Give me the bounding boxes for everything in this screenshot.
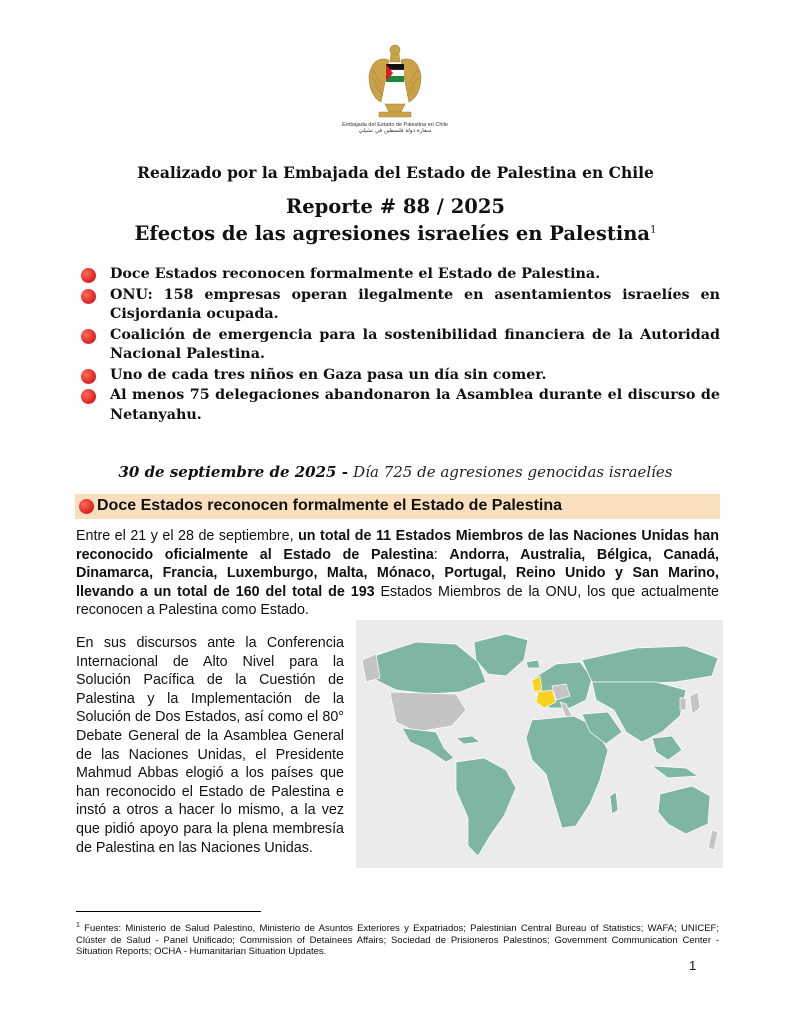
- map-mexico: [402, 728, 454, 762]
- footnote: [76, 920, 719, 958]
- section-heading: Doce Estados reconocen formalmente el Estado de Palestina: [97, 497, 563, 514]
- para-bold-text: un total de 11 Estados Miembros de las Naciones Unidas han reconocido oficialmente al Estado de Palestina: [76, 528, 719, 563]
- red-circle-icon: [81, 369, 96, 384]
- highlight-item: [80, 366, 720, 386]
- date-separator: -: [336, 463, 354, 481]
- abbas-paragraph: En sus discursos ante la Conferencia Internacional de Alto Nivel para la Solución Pacífica de la Cuestión de Palestina y la Implementación de la Solución de Dos Estados, así como el 80° Debate General de la Asamblea General de las Naciones Unidas, el Presidente Mahmud Abbas elogió a los países que han reconocido el Estado de Palestina e instó a otros a hacer lo mismo, a la vez que pidió apoyo para la plena membresía de Palestina en las Naciones Unidas.: [76, 635, 344, 856]
- map-caribbean: [456, 736, 480, 744]
- red-circle-icon: [79, 499, 94, 514]
- map-southeast-asia: [652, 736, 682, 760]
- date-text: 30 de septiembre de 2025: [118, 463, 337, 481]
- highlight-item: [80, 286, 720, 325]
- section-heading-bar: [75, 494, 720, 519]
- footnote-marker: 1: [76, 922, 80, 929]
- logo-caption-arabic: سفارة دولة فلسطين في تشيلي: [358, 128, 432, 134]
- footnote-text: Fuentes: Ministerio de Salud Palestino, Ministerio de Asuntos Exteriores y Expatriados; Palestinian Central Bureau of Statistics; WAFA; UNICEF; Clúster de Salud - Panel Unificado; Commission of Detainees Affairs; Sociedad de Prisioneros Palestinos; Government Communication Center - Situation Reports; OCHA - Humanitarian Situation Updates.: [76, 923, 720, 958]
- report-title-text: Efectos de las agresiones israelíes en Palestina: [134, 222, 651, 245]
- highlight-text: Doce Estados reconocen formalmente el Estado de Palestina.: [110, 266, 601, 282]
- map-madagascar: [610, 792, 618, 814]
- highlight-item: [80, 265, 720, 285]
- para-bold-text: Andorra, Australia, Bélgica, Canadá, Dinamarca, Francia, Luxemburgo, Malta, Mónaco, Portugal, Reino Unido y San Marino, llevando a un total de 160 del total de 193: [76, 546, 719, 600]
- para-text: Estados Miembros de la ONU, los que actualmente reconocen a Palestina como Estado.: [76, 583, 719, 618]
- para-text: Entre el 21 y el 28 de septiembre,: [76, 528, 299, 544]
- map-usa: [390, 692, 466, 732]
- red-circle-icon: [81, 389, 96, 404]
- map-japan: [690, 692, 700, 714]
- highlight-text: Coalición de emergencia para la sostenibilidad financiera de la Autoridad Nacional Palestina.: [110, 326, 720, 362]
- logo-caption-spanish: Embajada del Estado de Palestina en Chile: [342, 122, 448, 128]
- map-australia: [658, 786, 710, 834]
- map-south-america: [456, 758, 516, 856]
- dateline: [0, 463, 791, 481]
- map-indonesia: [652, 766, 698, 778]
- red-circle-icon: [81, 268, 96, 283]
- para-text: :: [433, 546, 450, 563]
- world-map-image: [356, 620, 723, 868]
- highlight-item: [80, 326, 720, 365]
- highlight-text: Al menos 75 delegaciones abandonaron la Asamblea durante el discurso de Netanyahu.: [110, 387, 720, 423]
- highlight-text: ONU: 158 empresas operan ilegalmente en asentamientos israelíes en Cisjordania ocupada.: [110, 286, 720, 322]
- red-circle-icon: [81, 289, 96, 304]
- map-canada: [374, 642, 486, 694]
- prepared-by-line: Realizado por la Embajada del Estado de Palestina en Chile: [137, 163, 654, 182]
- map-korea: [680, 698, 686, 710]
- footnote-reference[interactable]: 1: [650, 224, 657, 236]
- map-greenland: [474, 634, 528, 676]
- highlights-list: [80, 265, 720, 426]
- report-number: Reporte # 88 / 2025: [286, 195, 505, 218]
- footnote-divider: [76, 911, 261, 912]
- map-russia: [582, 646, 718, 684]
- map-iceland: [526, 660, 540, 668]
- map-new-zealand: [708, 830, 718, 850]
- world-recognition-map: [356, 620, 723, 868]
- day-count-text: Día 725 de agresiones genocidas israelíes: [353, 463, 673, 481]
- report-title: [0, 222, 791, 245]
- highlight-text: Uno de cada tres niños en Gaza pasa un día sin comer.: [110, 366, 547, 383]
- red-circle-icon: [81, 329, 96, 344]
- recognition-paragraph: [76, 527, 719, 620]
- highlight-item: [80, 386, 720, 425]
- page-number: 1: [689, 958, 697, 973]
- eagle-emblem-icon: [367, 42, 423, 120]
- map-uk: [532, 676, 542, 692]
- embassy-logo: [340, 42, 450, 144]
